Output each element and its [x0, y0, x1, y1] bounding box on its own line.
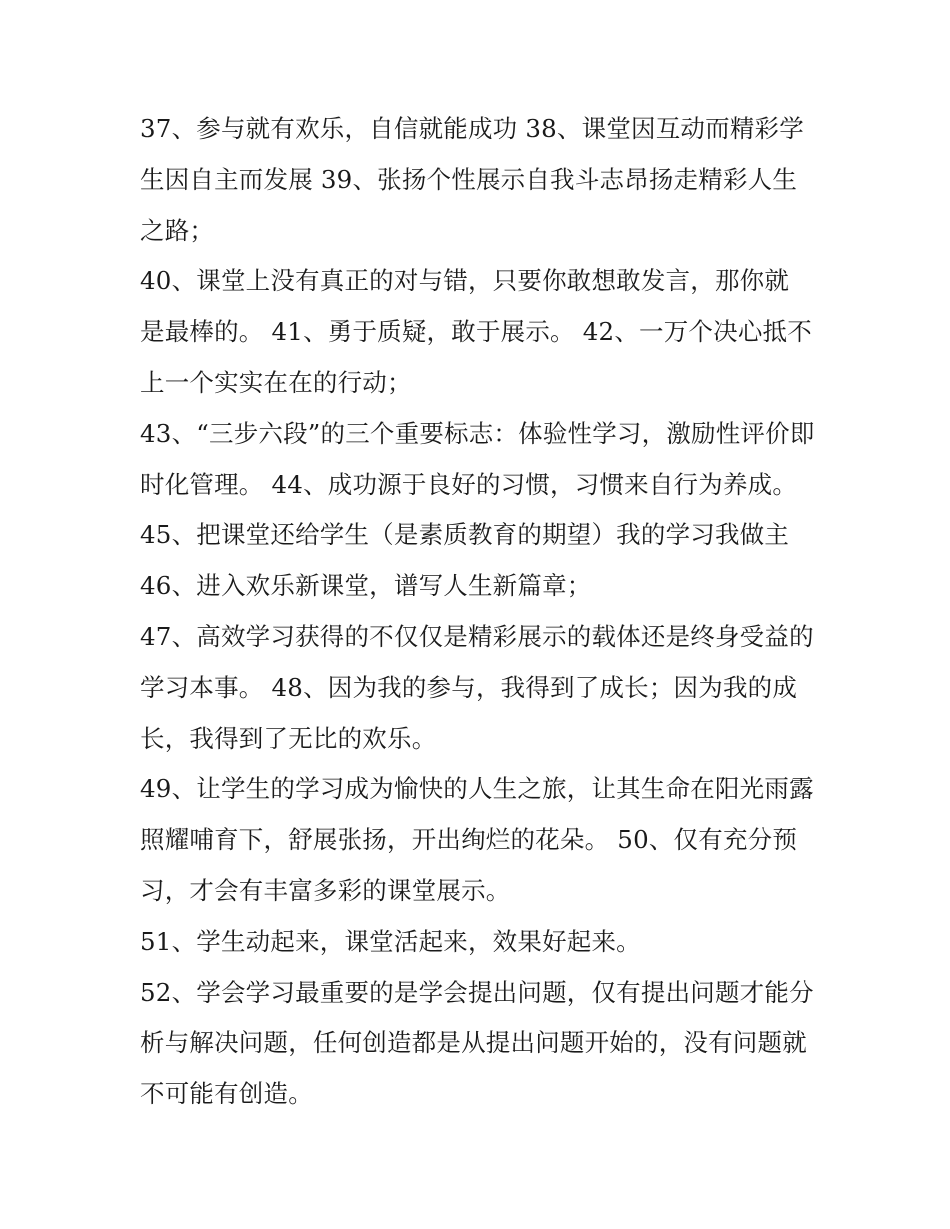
text-line: 43、“三步六段”的三个重要标志：体验性学习，激励性评价即: [140, 418, 815, 448]
text-line: 37、参与就有欢乐，自信就能成功 38、课堂因互动而精彩学: [140, 114, 804, 143]
text-line: 40、课堂上没有真正的对与错，只要你敢想敢发言，那你就: [140, 266, 790, 296]
paragraph-46: [140, 561, 816, 612]
text-line: 照耀哺育下，舒展张扬，开出绚烂的花朵。 50、仅有充分预: [140, 825, 798, 855]
text-line: 52、学会学习最重要的是学会提出问题，仅有提出问题才能分: [140, 977, 814, 1007]
paragraph-52: [140, 968, 816, 1120]
text-line: 是最棒的。 41、勇于质疑，敢于展示。 42、一万个决心抵不: [140, 317, 812, 347]
text-line: 生因自主而发展 39、张扬个性展示自我斗志昂扬走精彩人生: [140, 164, 798, 194]
text-line: 不可能有创造。: [140, 1079, 313, 1109]
text-line: 析与解决问题，任何创造都是从提出问题开始的，没有问题就: [140, 1028, 807, 1058]
text-line: 51、学生动起来，课堂活起来，效果好起来。: [140, 926, 641, 956]
text-line: 45、把课堂还给学生（是素质教育的期望）我的学习我做主: [140, 520, 790, 550]
paragraph-40-42: [140, 256, 816, 408]
text-line: 47、高效学习获得的不仅仅是精彩展示的载体还是终身受益的: [140, 621, 814, 651]
text-line: 46、进入欢乐新课堂，谱写人生新篇章；: [140, 571, 592, 601]
paragraph-47-48: [140, 612, 816, 764]
paragraph-37-39: [140, 104, 816, 256]
paragraph-43-44: [140, 409, 816, 511]
text-line: 之路；: [140, 215, 215, 245]
text-line: 49、让学生的学习成为愉快的人生之旅，让其生命在阳光雨露: [140, 774, 814, 804]
text-line: 时化管理。 44、成功源于良好的习惯，习惯来自行为养成。: [140, 469, 798, 499]
paragraph-49-50: [140, 764, 816, 916]
text-line: 长，我得到了无比的欢乐。: [140, 723, 437, 753]
text-line: 学习本事。 48、因为我的参与，我得到了成长；因为我的成: [140, 672, 798, 702]
paragraph-45: [140, 510, 816, 561]
text-line: 上一个实实在在的行动；: [140, 367, 412, 397]
paragraph-51: [140, 917, 816, 968]
text-line: 习，才会有丰富多彩的课堂展示。: [140, 875, 511, 905]
document-body: [140, 104, 816, 1120]
